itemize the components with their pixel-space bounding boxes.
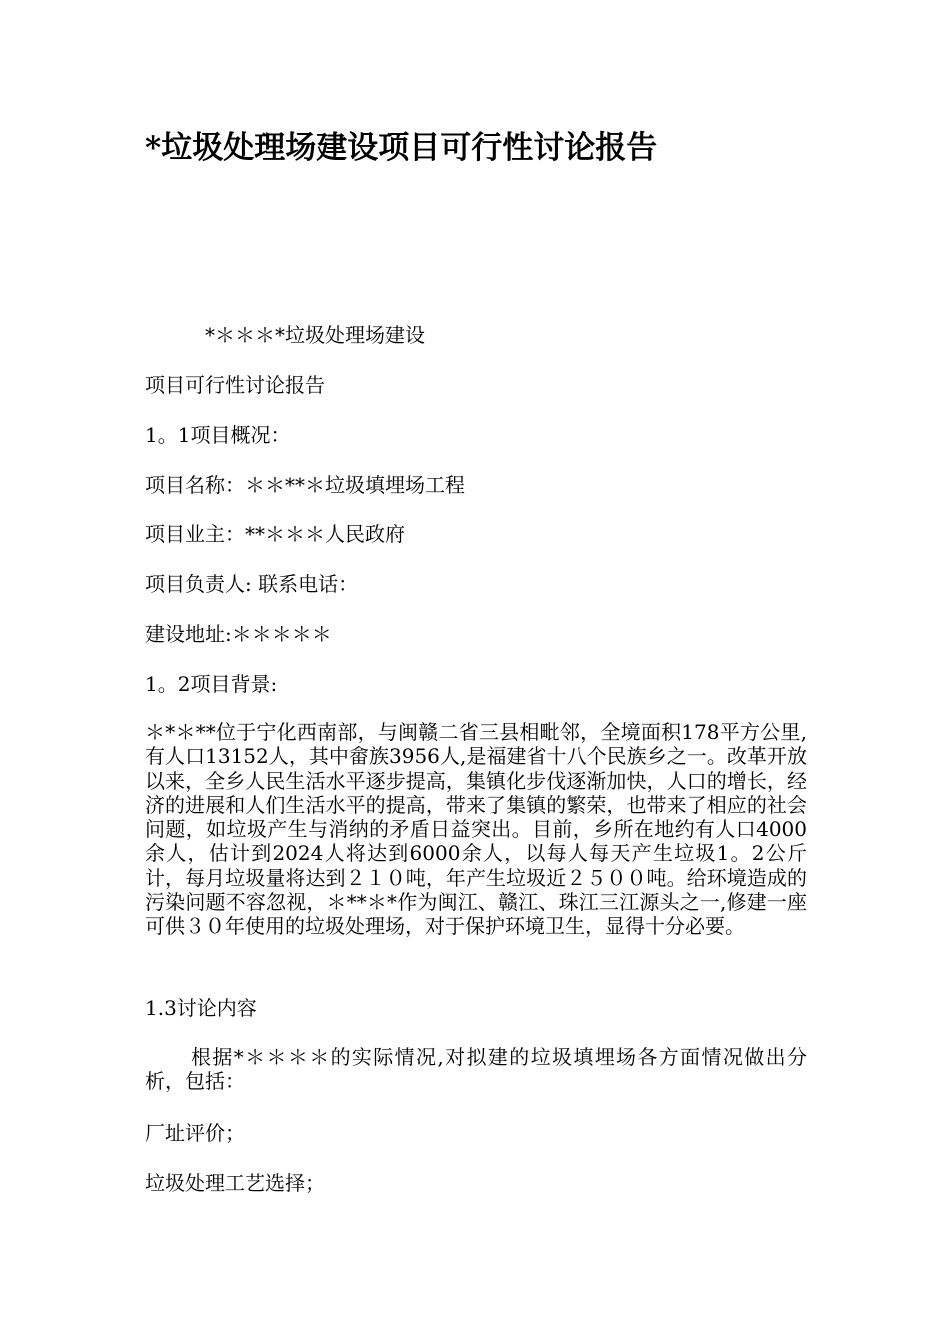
project-manager-line: 项目负责人: 联系电话：: [145, 572, 359, 596]
research-intro-paragraph: 根据*＊＊＊＊的实际情况,对拟建的垃圾填埋场各方面情况做出分析，包括：: [145, 1045, 807, 1094]
project-owner-line: 项目业主：**＊＊＊人民政府: [145, 522, 405, 546]
list-item: 厂址评价；: [145, 1121, 245, 1145]
document-title: *垃圾处理场建设项目可行性讨论报告: [145, 130, 658, 166]
section-1-2-heading: 1。2项目背景:: [145, 672, 278, 696]
subtitle-line-1: *＊＊＊*垃圾处理场建设: [205, 323, 425, 347]
project-name-line: 项目名称：＊＊**＊垃圾填埋场工程: [145, 473, 465, 497]
construction-site-line: 建设地址:＊＊＊＊＊: [145, 622, 332, 646]
section-1-1-heading: 1。1项目概况：: [145, 423, 291, 447]
subtitle-line-2: 项目可行性讨论报告: [145, 373, 325, 397]
list-item: 垃圾处理工艺选择；: [145, 1171, 325, 1195]
background-paragraph: ＊*＊**位于宁化西南部，与闽赣二省三县相毗邻，全境面积178平方公里,有人口13152人，其中畲族3956人,是福建省十八个民族乡之一。改革开放以来，全乡人民生活水平逐步提高，集镇化步伐逐渐加快，人口的增长，经济的进展和人们生活水平的提高，带来了集镇的繁荣，也带来了相应的社会问题，如垃圾产生与消纳的矛盾日益突出。目前，乡所在地约有人口4000余人，估计到2024人将达到6000余人，以每人每天产生垃圾1。2公斤计，每月垃圾量将达到２１０吨，年产生垃圾近２５００吨。给环境造成的污染问题不容忽视，＊**＊*作为闽江、赣江、珠江三江源头之一,修建一座可供３０年使用的垃圾处理场，对于保护环境卫生，显得十分必要。: [145, 720, 807, 939]
section-1-3-heading: 1.3讨论内容: [145, 996, 257, 1020]
